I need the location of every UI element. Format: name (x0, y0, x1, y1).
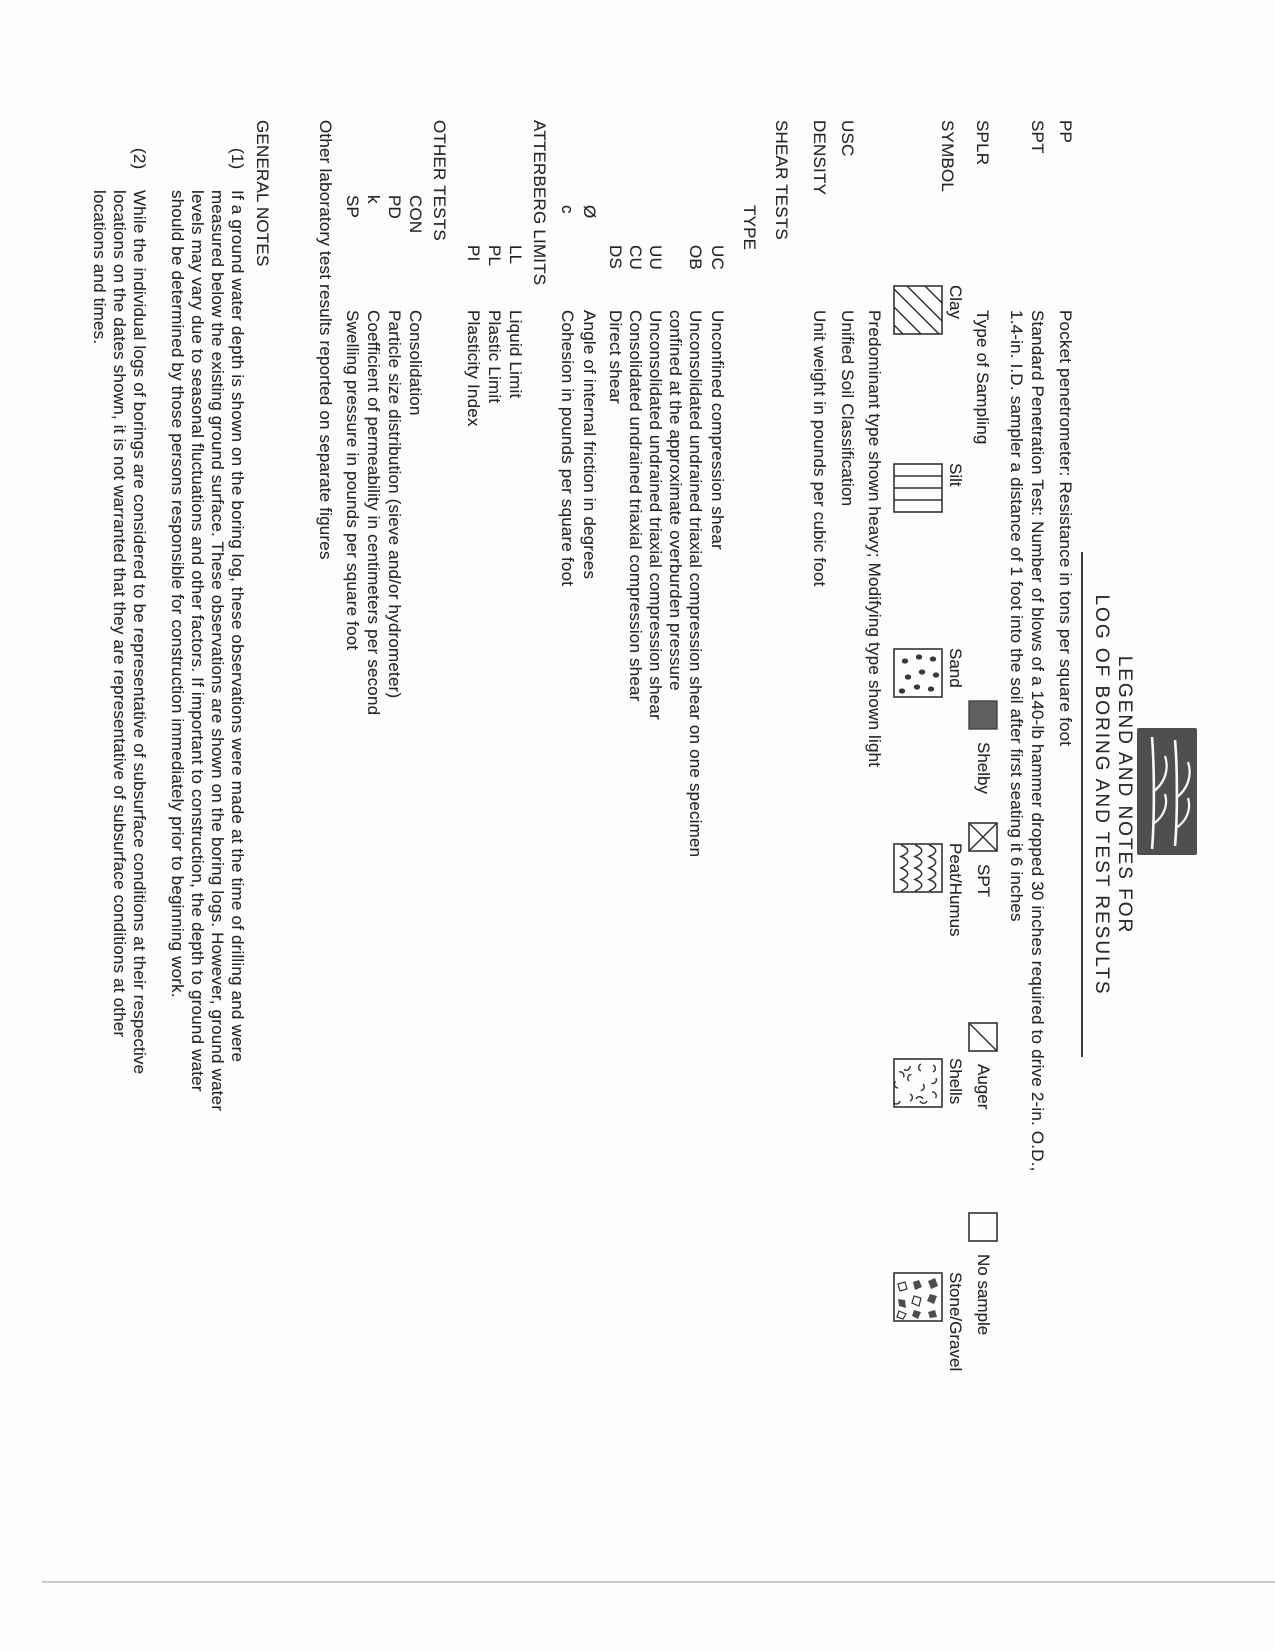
other-k-code: k (364, 195, 383, 204)
sample-no-sample-label: No sample (974, 1254, 993, 1336)
soil-silt-label: Silt (946, 463, 965, 487)
sample-auger-label: Auger (974, 1064, 993, 1110)
atterberg-ll-desc: Liquid Limit (506, 310, 525, 399)
company-logo (1137, 728, 1197, 855)
general-notes-heading: GENERAL NOTES (253, 120, 272, 267)
note1-line2: measured below the existing ground surface. These observations are shown on the boring logs. However, ground water (208, 190, 227, 1112)
note1-line1: If a ground water depth is shown on the boring log, these observations were made at the time of drilling and were (228, 190, 247, 1063)
sample-no-sample (966, 1212, 998, 1382)
note2-line2: locations on the dates shown, it is not warranted that they are representative of subsurface conditions at other (110, 190, 129, 1038)
splr-desc: Type of Sampling (973, 310, 992, 445)
shear-cu-code: CU (626, 245, 645, 270)
shear-phi-code: Ø (580, 205, 599, 219)
shear-uc-code: UC (708, 245, 727, 270)
shear-ds-code: DS (606, 245, 625, 270)
other-con-desc: Consolidation (406, 310, 425, 416)
pp-desc: Pocket penetrometer: Resistance in tons per square foot (1056, 310, 1075, 747)
spt-desc-line1: Standard Penetration Test: Number of blows of a 140-lb hammer dropped 30 inches required to drive 2-in. O.D., (1028, 310, 1047, 1172)
note2-line1: While the individual logs of borings are considered to be representative of subsurface conditions at their respective (130, 190, 149, 1075)
shear-uc-desc: Unconfined compression shear (708, 310, 727, 550)
density-label: DENSITY (810, 120, 829, 196)
density-desc: Unit weight in pounds per cubic foot (810, 310, 829, 587)
shelby-filled-square-icon (968, 700, 998, 730)
note2-number: (2) (130, 148, 149, 170)
soil-silt (889, 463, 965, 603)
shear-uu-code: UU (646, 245, 665, 270)
splr-label: SPLR (973, 120, 992, 166)
note1-line4: should be determined by those persons responsible for construction immediately prior to beginning work. (168, 190, 187, 998)
footer-note: Other laboratory test results reported on separate figures (316, 120, 335, 560)
soil-clay-label: Clay (946, 285, 965, 320)
sample-spt-label: SPT (974, 864, 993, 898)
atterberg-pl-code: PL (485, 245, 504, 267)
atterberg-ll-code: LL (506, 245, 525, 265)
other-pd-desc: Particle size distribution (sieve and/or hydrometer) (385, 310, 404, 699)
shear-heading: SHEAR TESTS (772, 120, 791, 240)
shear-type-heading: TYPE (740, 205, 759, 251)
silt-pattern-icon (893, 463, 943, 513)
soil-peat-humus (889, 843, 965, 1003)
spt-desc-line2: 1.4-in. I.D. sampler a distance of 1 foot into the soil after first seating it 6 inches (1007, 310, 1026, 922)
spt-label: SPT (1028, 120, 1047, 154)
sample-spt (966, 822, 998, 972)
atterberg-heading: ATTERBERG LIMITS (530, 120, 549, 286)
shear-cohesion-code: c (558, 205, 577, 214)
scan-artifact-line (42, 1581, 1275, 1583)
other-k-desc: Coefficient of permeability in centimeters per second (364, 310, 383, 716)
shells-pattern-icon (893, 1058, 943, 1108)
note2-line3: locations and times. (90, 190, 109, 345)
shear-ds-desc: Direct shear (606, 310, 625, 405)
sample-auger (966, 1022, 998, 1172)
symbol-note: Predominant type shown heavy; Modifying type shown light (865, 310, 884, 768)
shear-uu-desc: Unconsolidated undrained triaxial compression shear (646, 310, 665, 720)
shear-ob-desc-line1: Unconsolidated undrained triaxial compression shear on one specimen (686, 310, 705, 858)
usc-desc: Unified Soil Classification (838, 310, 857, 507)
other-sp-desc: Swelling pressure in pounds per square foot (343, 310, 362, 651)
auger-diagonal-square-icon (968, 1022, 998, 1052)
soil-clay (889, 285, 965, 425)
pp-label: PP (1056, 120, 1075, 144)
soil-sand (889, 648, 965, 788)
page-title-line1: LEGEND AND NOTES FOR (1114, 655, 1135, 935)
shear-ob-code: OB (686, 245, 705, 270)
usc-label: USC (838, 120, 857, 157)
sand-pattern-icon (893, 648, 943, 698)
stone-gravel-pattern-icon (893, 1272, 943, 1322)
other-con-code: CON (406, 195, 425, 234)
no-sample-empty-square-icon (968, 1212, 998, 1242)
soil-stone-gravel-label: Stone/Gravel (946, 1272, 965, 1372)
symbol-label: SYMBOL (938, 120, 957, 193)
soil-shells (889, 1058, 965, 1198)
clay-pattern-icon (893, 285, 943, 335)
note1-line3: levels may vary due to seasonal fluctuations and other factors. If important to construction, the depth to ground water (188, 190, 207, 1092)
shear-phi-desc: Angle of internal friction in degrees (580, 310, 599, 580)
note1-number: (1) (228, 148, 247, 170)
shear-ob-desc-line2: confined at the approximate overburden pressure (666, 310, 685, 691)
title-underline (1081, 552, 1083, 1057)
shear-cu-desc: Consolidated undrained triaxial compression shear (626, 310, 645, 702)
soil-sand-label: Sand (946, 648, 965, 688)
soil-peat-humus-label: Peat/Humus (946, 843, 965, 937)
other-pd-code: PD (385, 195, 404, 220)
sample-shelby-label: Shelby (974, 742, 993, 794)
atterberg-pi-desc: Plasticity Index (464, 310, 483, 427)
peat-humus-pattern-icon (893, 843, 943, 893)
shear-cohesion-desc: Cohesion in pounds per square foot (558, 310, 577, 587)
atterberg-pl-desc: Plastic Limit (485, 310, 504, 404)
atterberg-pi-code: PI (464, 245, 483, 262)
other-sp-code: SP (343, 195, 362, 219)
soil-shells-label: Shells (946, 1058, 965, 1105)
page-title-line2: LOG OF BORING AND TEST RESULTS (1091, 594, 1112, 996)
spt-x-square-icon (968, 822, 998, 852)
soil-stone-gravel (889, 1272, 965, 1442)
other-tests-heading: OTHER TESTS (430, 120, 449, 241)
